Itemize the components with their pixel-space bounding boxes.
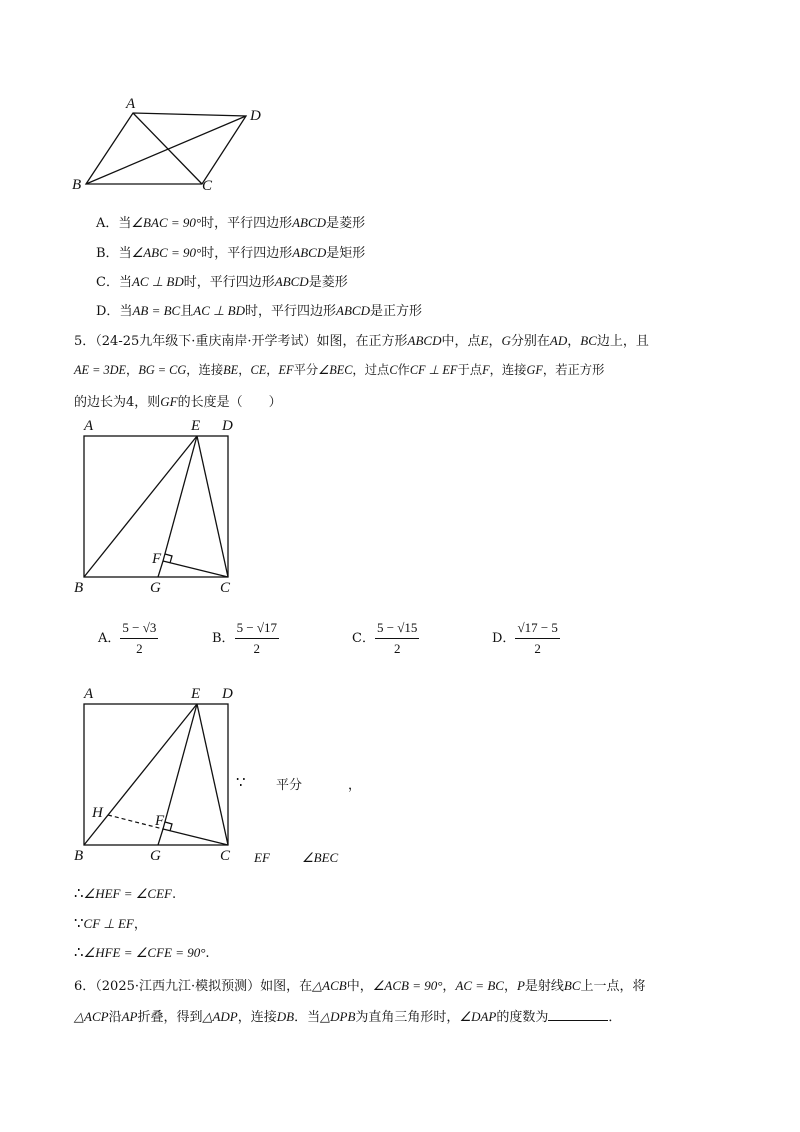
- stem-math: AC = BC: [455, 978, 504, 993]
- option-text: 时，平行四边形: [245, 304, 337, 319]
- stem-text: 是射线: [524, 979, 564, 994]
- stem-math: BE: [223, 363, 239, 377]
- point-label-g: G: [150, 848, 161, 864]
- option-text: 时，平行四边形: [201, 246, 293, 261]
- stem-text: ，: [488, 334, 502, 349]
- stem-text: 于点: [457, 363, 483, 377]
- point-label-a: A: [84, 418, 94, 434]
- stem-text: ，连接: [186, 363, 224, 377]
- option-label: D．: [492, 631, 516, 646]
- vertex-label-c: C: [202, 178, 213, 194]
- option-text: 当: [118, 216, 132, 231]
- stem-math: GF: [526, 363, 543, 377]
- fraction-denominator: 2: [393, 641, 401, 656]
- stem-text: ，: [503, 979, 517, 994]
- answer-blank[interactable]: [548, 1008, 608, 1021]
- solution-comma: ，: [348, 778, 362, 793]
- stem-math: △ACB: [312, 978, 347, 993]
- option-text: 且: [180, 304, 194, 319]
- stem-text: 沿: [108, 1010, 122, 1025]
- option-math: ABCD: [274, 274, 309, 289]
- stem-math: F: [482, 363, 490, 377]
- option-label: A．: [96, 216, 119, 231]
- stem-text: ，: [442, 979, 456, 994]
- option-text: 是菱形: [308, 275, 348, 290]
- stem-text: 的度数为: [496, 1010, 549, 1025]
- stem-text: ，: [126, 363, 139, 377]
- solution-math-ef: EF: [254, 850, 270, 865]
- step-punct: .: [205, 946, 210, 961]
- fraction-numerator: 5 − √17: [235, 620, 279, 639]
- segment-be: [84, 704, 197, 845]
- stem-text: 平分: [293, 363, 319, 377]
- point-label-e: E: [191, 418, 201, 434]
- point-label-e: E: [191, 686, 201, 702]
- stem-math: ∠DAP: [459, 1009, 497, 1024]
- stem-text: ．当: [294, 1010, 321, 1025]
- point-label-f: F: [152, 551, 162, 567]
- option-text: 是正方形: [369, 304, 422, 319]
- stem-text: ，过点: [352, 363, 390, 377]
- option-text: 是矩形: [326, 246, 366, 261]
- stem-math: DB: [276, 1009, 295, 1024]
- option-text: 时，平行四边形: [201, 216, 293, 231]
- step-punct: ，: [133, 917, 147, 932]
- option-math: ∠ABC = 90°: [131, 245, 202, 260]
- stem-math: C: [389, 363, 398, 377]
- point-label-d: D: [222, 686, 233, 702]
- segment-fg: [158, 829, 163, 845]
- option-label: B．: [212, 631, 235, 646]
- stem-math: ∠ACB = 90°: [372, 978, 443, 993]
- stem-text: ，连接: [489, 363, 527, 377]
- option-label: D．: [96, 304, 120, 319]
- point-label-b: B: [74, 580, 84, 596]
- option-math: ABCD: [292, 245, 327, 260]
- vertex-label-d: D: [250, 108, 261, 124]
- because-symbol: ∵: [236, 773, 246, 791]
- stem-text: 为直角三角形时，: [355, 1010, 460, 1025]
- q6-stem-line2: [74, 1006, 621, 1025]
- fraction-denominator: 2: [136, 641, 143, 656]
- therefore-symbol: ∴: [74, 884, 84, 902]
- solution-step-1: [74, 884, 176, 902]
- stem-math: △DPB: [320, 1009, 356, 1024]
- stem-text: 的边长为4，则: [74, 395, 161, 410]
- question-source: （2025·江西九江·模拟预测）: [95, 979, 261, 994]
- point-label-d: D: [222, 418, 233, 434]
- question-number: 5．: [74, 334, 96, 349]
- option-label: B．: [96, 246, 119, 261]
- option-text: 当: [118, 275, 132, 290]
- option-math: ∠BAC = 90°: [131, 215, 202, 230]
- stem-text: 折叠，得到: [137, 1010, 203, 1025]
- point-label-g: G: [150, 580, 161, 596]
- stem-text: ，: [238, 363, 251, 377]
- step-punct: .: [171, 887, 177, 902]
- option-text: 当: [118, 246, 132, 261]
- solution-step-2: [74, 913, 147, 932]
- fraction-numerator: 5 − √3: [120, 620, 158, 639]
- stem-text: 中，: [346, 979, 373, 994]
- stem-math: AD: [549, 333, 568, 348]
- option-math: AC ⊥ BD: [193, 303, 246, 318]
- stem-math: GF: [160, 394, 178, 409]
- q6-stem-line1: [74, 975, 646, 994]
- option-text: 是菱形: [326, 216, 366, 231]
- stem-math: AE = 3DE: [74, 363, 127, 377]
- option-math: ABCD: [336, 303, 370, 318]
- option-math: ABCD: [292, 215, 327, 230]
- vertex-label-a: A: [126, 96, 136, 112]
- point-label-c: C: [220, 848, 231, 864]
- stem-math: P: [516, 978, 525, 993]
- stem-text: ．: [608, 1010, 622, 1025]
- stem-text: ，: [567, 334, 581, 349]
- solution-step-3: [74, 943, 210, 961]
- segment-ef: [163, 704, 197, 829]
- segment-ce: [197, 704, 228, 845]
- stem-text: 分别在: [510, 334, 550, 349]
- option-text: 时，平行四边形: [183, 275, 275, 290]
- stem-text: 中，点: [441, 334, 481, 349]
- stem-math: G: [501, 333, 511, 348]
- stem-math: BG = CG: [138, 363, 187, 377]
- step-math: ∠HFE = ∠CFE = 90°: [83, 945, 206, 960]
- segment-fc: [163, 829, 228, 845]
- step-math: CF ⊥ EF: [83, 916, 134, 931]
- vertex-label-b: B: [72, 177, 82, 193]
- stem-text: ，若正方形: [542, 363, 605, 377]
- stem-math: CE: [250, 363, 267, 377]
- option-label: A．: [98, 631, 121, 646]
- option-label: C．: [352, 631, 375, 646]
- question-source: （24-25九年级下·重庆南岸·开学考试）: [95, 334, 317, 349]
- stem-text: 如图，在: [260, 979, 313, 994]
- option-text: 当: [119, 304, 133, 319]
- stem-math: AP: [121, 1009, 138, 1024]
- option-label: C．: [96, 275, 119, 290]
- solution-math-angle-bec: ∠BEC: [302, 850, 339, 865]
- point-label-h: H: [92, 805, 103, 821]
- stem-math: EF: [278, 363, 294, 377]
- stem-text: ，连接: [237, 1010, 277, 1025]
- point-label-a: A: [84, 686, 94, 702]
- question-number: 6．: [74, 979, 96, 994]
- stem-math: ∠BEC: [318, 363, 353, 377]
- stem-text: 边上，且: [596, 334, 649, 349]
- stem-text: 作: [397, 363, 410, 377]
- stem-math: ABCD: [407, 333, 442, 348]
- stem-math: CF ⊥ EF: [409, 363, 458, 377]
- stem-math: E: [480, 333, 489, 348]
- fraction-denominator: 2: [534, 641, 541, 656]
- because-symbol: ∵: [74, 914, 84, 932]
- stem-text: 上一点，将: [580, 979, 646, 994]
- fraction-denominator: 2: [253, 641, 261, 656]
- stem-math: △ACP: [74, 1009, 109, 1024]
- stem-text: 如图，在正方形: [316, 334, 408, 349]
- stem-math: BC: [580, 333, 597, 348]
- option-math: AC ⊥ BD: [131, 274, 184, 289]
- stem-text: 的长度是（ ）: [177, 395, 282, 410]
- point-label-c: C: [220, 580, 231, 596]
- solution-text-pingfen: 平分: [276, 778, 303, 793]
- therefore-symbol: ∴: [74, 943, 84, 961]
- fraction-numerator: √17 − 5: [515, 620, 559, 639]
- stem-text: ，: [266, 363, 279, 377]
- step-math: ∠HEF = ∠CEF: [83, 886, 172, 901]
- fraction-numerator: 5 − √15: [375, 620, 419, 639]
- point-label-f: F: [155, 813, 165, 829]
- option-math: AB = BC: [132, 303, 181, 318]
- point-label-b: B: [74, 848, 84, 864]
- stem-math: △ADP: [202, 1009, 238, 1024]
- stem-math: BC: [563, 978, 581, 993]
